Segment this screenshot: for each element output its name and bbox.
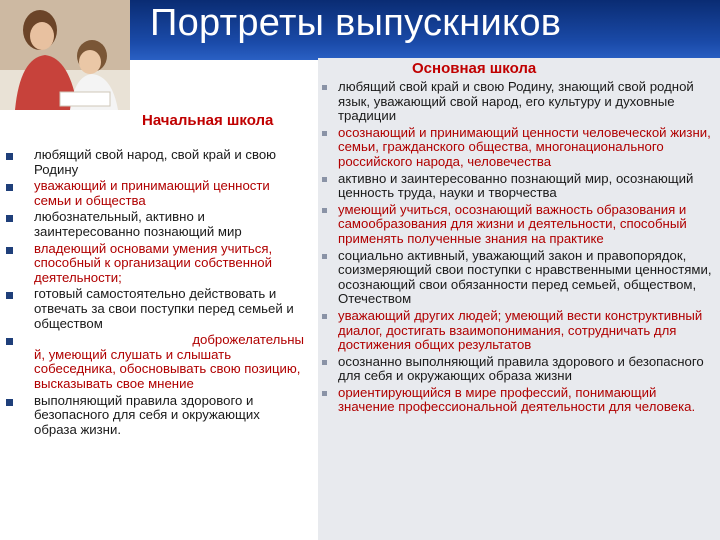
list-item xyxy=(6,148,304,177)
list-item-text: активно и заинтересованно познающий мир, осознающий ценность труда, науки и творчества xyxy=(338,170,694,201)
list-item-text-first: доброжелательны xyxy=(192,332,304,348)
teacher-student-photo xyxy=(0,0,130,110)
square-bullet-icon xyxy=(322,254,327,259)
list-item xyxy=(320,249,716,307)
square-bullet-icon xyxy=(6,292,13,299)
photo-illustration xyxy=(0,0,130,110)
square-bullet-icon xyxy=(6,215,13,222)
list-item-text: осознающий и принимающий ценности человеческой жизни, семьи, гражданского общества, многонационального российского народа, человечества xyxy=(338,124,711,169)
list-item-text: ориентирующийся в мире профессий, понимающий значение профессиональной деятельности для человека. xyxy=(338,384,696,415)
list-item-text: любознательный, активно и заинтересованно познающий мир xyxy=(34,209,242,239)
list-item-text: уважающий других людей; умеющий вести конструктивный диалог, достигать взаимопонимания, сотрудничать для достижения общих результатов xyxy=(338,307,703,353)
square-bullet-icon xyxy=(322,131,327,136)
square-bullet-icon xyxy=(6,153,13,160)
list-item xyxy=(6,242,304,286)
list-item-text: любящий свой край и свою Родину, знающий свой родной язык, уважающий свой народ, его культуру и духовные традиции xyxy=(338,79,694,124)
list-item xyxy=(320,309,716,353)
list-item xyxy=(6,394,304,438)
square-bullet-icon xyxy=(322,391,327,396)
list-item xyxy=(320,203,716,247)
list-item xyxy=(320,172,716,201)
square-bullet-icon xyxy=(322,314,327,319)
list-item xyxy=(6,333,304,391)
list-item xyxy=(320,386,716,415)
list-item-text: выполняющий правила здорового и безопасного для себя и окружающих образа жизни. xyxy=(34,392,260,437)
square-bullet-icon xyxy=(6,184,13,191)
primary-school-list xyxy=(6,148,304,439)
list-item-text: умеющий учиться, осознающий важность образования и самообразования для жизни и деятельности, способный применять полученные знания на практике xyxy=(338,201,687,246)
square-bullet-icon xyxy=(322,85,327,90)
list-item-text: владеющий основами умения учиться, способный к организации собственной деятельности; xyxy=(34,240,273,285)
square-bullet-icon xyxy=(6,399,13,406)
page-title: Портреты выпускников xyxy=(150,2,562,44)
list-item-text: осознанно выполняющий правила здорового и безопасного для себя и окружающих образа жизни xyxy=(338,353,704,384)
list-item-text: социально активный, уважающий закон и правопорядок, соизмеряющий свои поступки с нравственными ценностями, осознающий свои обязанности перед семьей, обществом, Отечеством xyxy=(338,247,712,307)
list-item-text: уважающий и принимающий ценности семьи и общества xyxy=(34,178,270,208)
list-item xyxy=(6,287,304,331)
list-item xyxy=(320,80,716,124)
square-bullet-icon xyxy=(322,360,327,365)
list-item xyxy=(320,355,716,384)
list-item xyxy=(320,126,716,170)
square-bullet-icon xyxy=(322,208,327,213)
primary-school-heading: Начальная школа xyxy=(142,112,274,129)
basic-school-heading: Основная школа xyxy=(412,60,537,77)
list-item-text: й, умеющий слушать и слышать собеседника, обосновывать свою позицию, высказывать свое мнение xyxy=(34,346,301,391)
square-bullet-icon xyxy=(322,177,327,182)
list-item xyxy=(6,179,304,208)
basic-school-list xyxy=(320,80,716,417)
square-bullet-icon xyxy=(6,338,13,345)
square-bullet-icon xyxy=(6,247,13,254)
list-item xyxy=(6,210,304,239)
list-item-text: готовый самостоятельно действовать и отвечать за свои поступки перед семьей и обществом xyxy=(34,286,294,331)
list-item-text: любящий свой народ, свой край и свою Родину xyxy=(34,147,277,177)
